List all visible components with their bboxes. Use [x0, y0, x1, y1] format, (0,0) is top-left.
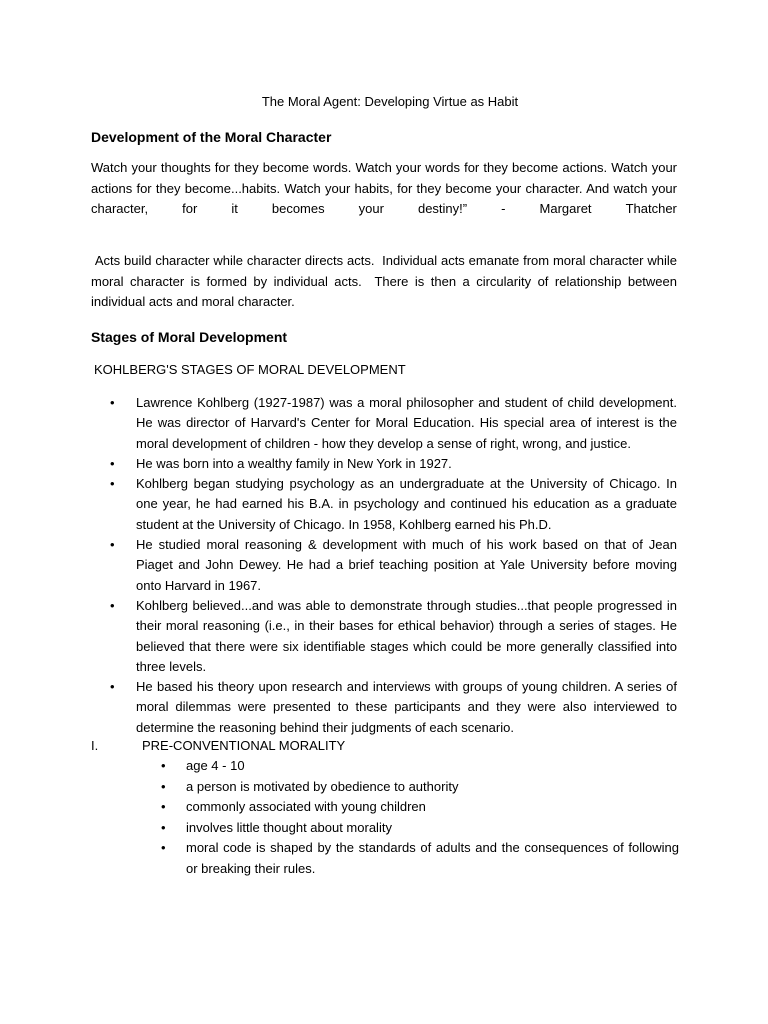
- bullet-icon: •: [161, 840, 166, 856]
- list-item-text: Kohlberg believed...and was able to demonstrate through studies...that people progressed in their moral reasoning (i.e., in their bases for ethical behavior) through a series of stages. He believed that there were six identifiable stages which could be more generally classified into three levels.: [136, 597, 677, 674]
- quote-line-3: [91, 199, 677, 220]
- section-number: I.: [91, 738, 99, 753]
- list-item: [108, 596, 677, 677]
- sub-list-item: [159, 797, 679, 818]
- quote-word: it: [231, 201, 238, 216]
- list-item-text: Lawrence Kohlberg (1927-1987) was a moral philosopher and student of child development. He was director of Harvard's Center for Moral Education. His special area of interest is the moral development of children - how they develop a sense of right, wrong, and justice.: [136, 395, 677, 451]
- quote-word: Margaret: [539, 201, 592, 216]
- heading-development: Development of the Moral Character: [91, 129, 332, 145]
- sub-list-item: [159, 777, 679, 798]
- list-item-text: He was born into a wealthy family in New York in 1927.: [136, 455, 452, 471]
- list-item: [108, 677, 677, 738]
- acts-paragraph: Acts build character while character directs acts. Individual acts emanate from moral character while moral character is formed by individual acts. There is then a circularity of relationship between individual acts and moral character.: [91, 253, 681, 309]
- quote-line-1: Watch your thoughts for they become words. Watch your words for they become actions. Watch your: [91, 160, 677, 175]
- list-item: [108, 454, 677, 474]
- sub-list-item: [159, 756, 679, 777]
- bullet-icon: •: [110, 537, 115, 553]
- quote-word: character,: [91, 201, 149, 216]
- sub-list-item-text: a person is motivated by obedience to authority: [186, 778, 459, 794]
- thatcher-quote: [91, 158, 677, 220]
- bullet-icon: •: [161, 799, 166, 815]
- document-title: The Moral Agent: Developing Virtue as Habit: [261, 94, 519, 109]
- list-item: [108, 393, 677, 454]
- section-label: PRE-CONVENTIONAL MORALITY: [142, 738, 346, 753]
- bullet-icon: •: [161, 819, 166, 835]
- sub-list-item: [159, 838, 679, 879]
- sub-list-item-text: commonly associated with young children: [186, 799, 426, 815]
- kohlberg-bullet-list: [108, 393, 677, 738]
- bullet-icon: •: [110, 455, 115, 471]
- pre-conventional-list: [159, 756, 679, 880]
- bullet-icon: •: [110, 395, 115, 410]
- sub-list-item-text: moral code is shaped by the standards of adults and the consequences of following or breaking their rules.: [186, 840, 679, 876]
- sub-list-item: [159, 818, 679, 839]
- quote-word: Thatcher: [625, 201, 677, 216]
- quote-word: becomes: [271, 201, 325, 216]
- list-item-text: He based his theory upon research and interviews with groups of young children. A series of moral dilemmas were presented to these participants and they were also interviewed to determine the reasoning behind their judgments of each scenario.: [136, 679, 677, 735]
- kohlberg-heading: KOHLBERG'S STAGES OF MORAL DEVELOPMENT: [94, 362, 406, 377]
- list-item: [108, 535, 677, 596]
- quote-word: your: [358, 201, 384, 216]
- bullet-icon: •: [110, 679, 115, 695]
- heading-stages: Stages of Moral Development: [91, 329, 288, 345]
- quote-line-2: actions for they become...habits. Watch your habits, for they become your character. And watch your: [91, 180, 677, 196]
- quote-word: for: [182, 201, 198, 216]
- list-item-text: He studied moral reasoning & development with much of his work based on that of Jean Piaget and John Dewey. He had a brief teaching position at Yale University before moving onto Harvard in 1967.: [136, 537, 677, 593]
- sub-list-item-text: age 4 - 10: [186, 758, 245, 773]
- bullet-icon: •: [161, 778, 166, 794]
- quote-word: destiny!”: [417, 201, 468, 216]
- list-item: [108, 474, 677, 535]
- sub-list-item-text: involves little thought about morality: [186, 819, 392, 835]
- bullet-icon: •: [161, 758, 166, 773]
- quote-word: -: [501, 201, 506, 216]
- bullet-icon: •: [110, 597, 115, 613]
- list-item-text: Kohlberg began studying psychology as an undergraduate at the University of Chicago. In one year, he had earned his B.A. in psychology and continued his education as a graduate student at the University of Chicago. In 1958, Kohlberg earned his Ph.D.: [136, 476, 677, 532]
- bullet-icon: •: [110, 476, 115, 492]
